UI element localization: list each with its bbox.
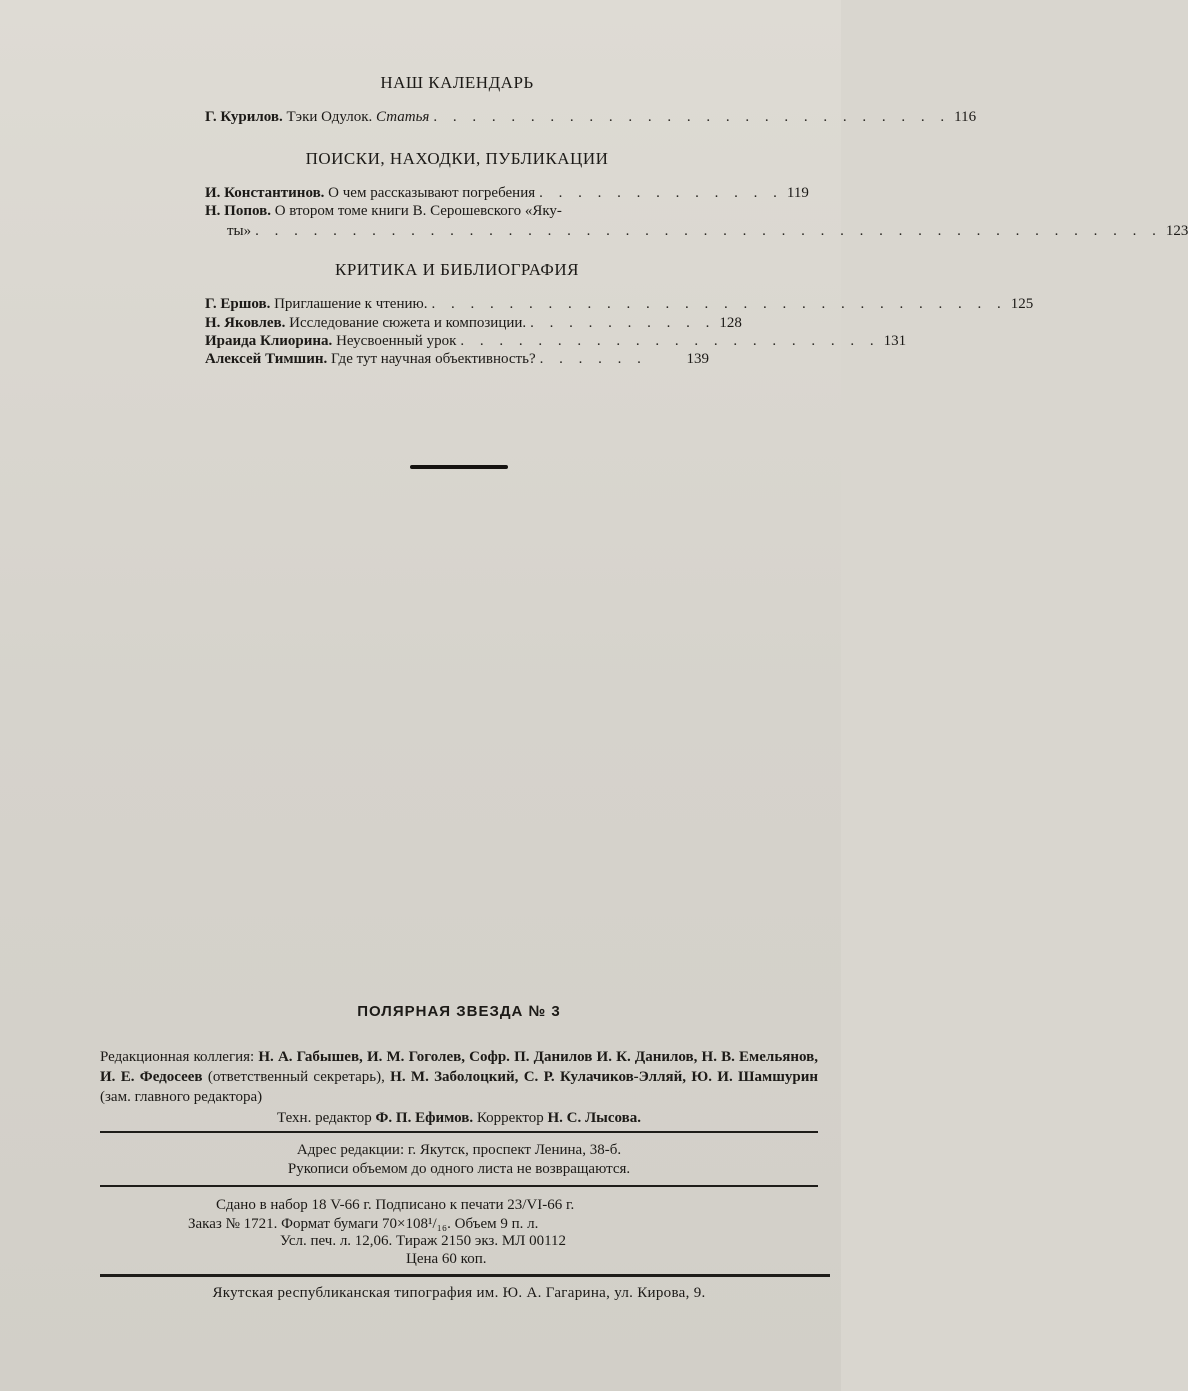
entry-page: 139 xyxy=(686,351,709,367)
manuscripts-note: Рукописи объемом до одного листа не возвращаются. xyxy=(287,1161,631,1177)
section-title: ПОИСКИ, НАХОДКИ, ПУБЛИКАЦИИ xyxy=(305,149,609,168)
entry-author: Н. Яковлев. xyxy=(205,315,286,331)
entry-title: Приглашение к чтению. xyxy=(274,296,428,312)
printer-line: Якутская республиканская типография им. Ю. А. Гагарина, ул. Кирова, 9. xyxy=(212,1285,706,1301)
print-line: Заказ № 1721. Формат бумаги 70×108¹/₁₆. Объем 9 п. л. xyxy=(188,1216,539,1232)
divider-line xyxy=(100,1185,818,1187)
entry-title: Неусвоенный урок xyxy=(336,333,457,349)
leader-dots: . . . . . . xyxy=(539,351,647,367)
board-names: Н. М. Заболоцкий, С. Р. Кулачиков-Элляй, Ю. И. Шамшурин xyxy=(390,1069,818,1085)
entry-page: 131 xyxy=(883,333,907,349)
print-line: Сдано в набор 18 V-66 г. Подписано к печати 23/VI-66 г. xyxy=(216,1197,575,1213)
entry-author: Г. Ершов. xyxy=(205,296,271,312)
leader-dots: . . . . . . . . . . . . . . . . . . . . . . . . . . . . . . xyxy=(431,296,1007,312)
leader-dots: . . . . . . . . . . . . . . . . . . . . . . xyxy=(460,333,880,349)
print-line: Усл. печ. л. 12,06. Тираж 2150 экз. МЛ 00112 xyxy=(280,1233,567,1249)
colophon xyxy=(100,0,818,1391)
entry-genre: Статья xyxy=(376,109,430,125)
board-label: Редакционная коллегия: xyxy=(100,1049,255,1065)
entry-author: Алексей Тимшин. xyxy=(205,351,328,367)
entry-title: О чем рассказывают погребения xyxy=(328,185,536,201)
tech-editor-label: Техн. редактор xyxy=(276,1110,372,1126)
print-details xyxy=(100,1195,818,1265)
tech-editor-name: Ф. П. Ефимов. xyxy=(375,1110,474,1126)
entry-title: Исследование сюжета и композиции. xyxy=(289,315,527,331)
address-line: Адрес редакции: г. Якутск, проспект Ленина, 38-б. xyxy=(296,1142,622,1158)
entry-author: Н. Попов. xyxy=(205,203,271,219)
entry-author: Ираида Клиорина. xyxy=(205,333,333,349)
leader-dots: . . . . . . . . . . xyxy=(530,315,716,331)
entry-page: 123 xyxy=(1165,223,1188,239)
corrector-name: Н. С. Лысова. xyxy=(547,1110,641,1126)
leader-dots: . . . . . . . . . . . . . . . . . . . . . . . . . . . . . . . . . . . . . . . . . . . . . . . xyxy=(255,223,1162,239)
divider-line xyxy=(100,1131,818,1133)
entry-author: И. Константинов. xyxy=(205,185,325,201)
corrector-label: Корректор xyxy=(476,1110,544,1126)
board-secretary-note: (ответственный секретарь), xyxy=(207,1069,385,1085)
magazine-title: ПОЛЯРНАЯ ЗВЕЗДА № 3 xyxy=(357,1003,561,1020)
tech-credits xyxy=(100,1108,818,1128)
entry-page: 119 xyxy=(786,185,809,201)
entry-title: Тэки Одулок. xyxy=(286,109,373,125)
entry-title: О втором томе книги В. Серошевского «Яку- xyxy=(274,203,562,219)
leader-dots: . . . . . . . . . . . . . xyxy=(539,185,783,201)
board-deputy-note: (зам. главного редактора) xyxy=(100,1089,263,1105)
entry-page: 116 xyxy=(954,109,977,125)
entry-page: 128 xyxy=(719,315,742,331)
entry-title-continued: ты» xyxy=(227,223,252,239)
entry-author: Г. Курилов. xyxy=(205,109,283,125)
board-names: Н. А. Габышев, И. М. Гоголев, Софр. П. Данилов И. К. Данилов, Н. В. Емельянов, И. Е. Федосеев xyxy=(100,1049,819,1085)
leader-dots: . . . . . . . . . . . . . . . . . . . . . . . . . . . xyxy=(433,109,951,125)
entry-title: Где тут научная объективность? xyxy=(331,351,536,367)
divider-line xyxy=(100,1274,830,1277)
editorial-board xyxy=(100,1047,818,1107)
section-title: КРИТИКА И БИБЛИОГРАФИЯ xyxy=(335,260,579,279)
price: Цена 60 коп. xyxy=(406,1251,487,1267)
section-title: НАШ КАЛЕНДАРЬ xyxy=(380,73,534,92)
entry-page: 125 xyxy=(1010,296,1034,312)
